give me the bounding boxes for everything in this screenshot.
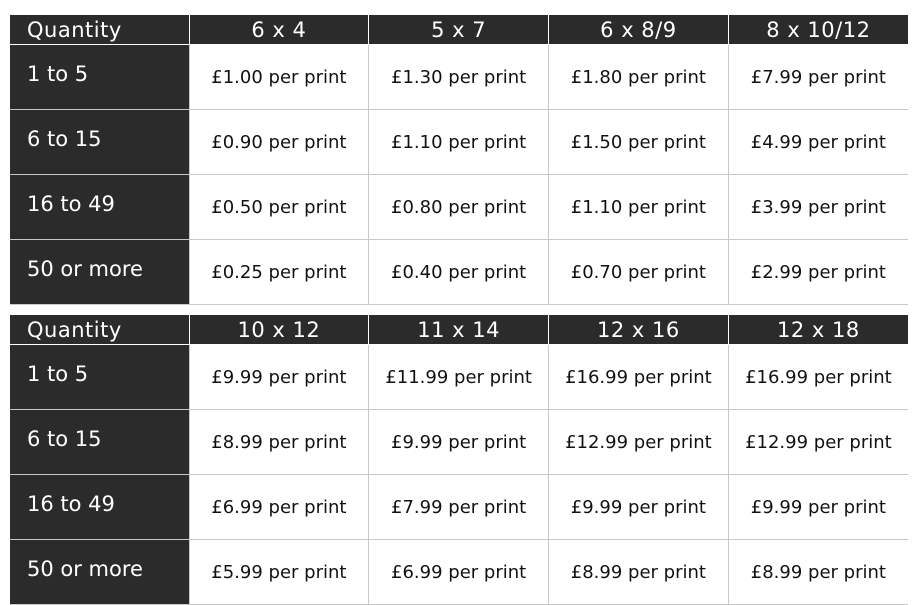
price-cell: £3.99 per print (728, 175, 908, 240)
price-cell: £0.40 per print (369, 240, 549, 305)
price-cell: £7.99 per print (728, 45, 908, 110)
price-cell: £7.99 per print (369, 475, 549, 540)
price-cell: £0.70 per print (549, 240, 729, 305)
table-header-row (10, 315, 908, 345)
table-row (10, 110, 908, 175)
quantity-cell: 16 to 49 (10, 475, 189, 540)
price-cell: £1.00 per print (189, 45, 369, 110)
price-cell: £11.99 per print (369, 345, 549, 410)
price-cell: £1.30 per print (369, 45, 549, 110)
quantity-cell: 6 to 15 (10, 410, 189, 475)
price-cell: £6.99 per print (369, 540, 549, 605)
price-cell: £16.99 per print (549, 345, 729, 410)
table-row (10, 345, 908, 410)
price-cell: £8.99 per print (728, 540, 908, 605)
price-cell: £9.99 per print (549, 475, 729, 540)
price-cell: £0.90 per print (189, 110, 369, 175)
size-column-header: 6 x 8/9 (549, 15, 729, 45)
quantity-cell: 50 or more (10, 540, 189, 605)
size-column-header: 11 x 14 (369, 315, 549, 345)
price-cell: £1.10 per print (549, 175, 729, 240)
size-column-header: 10 x 12 (189, 315, 369, 345)
price-cell: £0.80 per print (369, 175, 549, 240)
table-row (10, 240, 908, 305)
price-cell: £9.99 per print (728, 475, 908, 540)
quantity-cell: 16 to 49 (10, 175, 189, 240)
table-row (10, 475, 908, 540)
price-cell: £9.99 per print (189, 345, 369, 410)
table-row (10, 175, 908, 240)
price-table-standard-sizes (10, 15, 908, 305)
quantity-column-header: Quantity (10, 315, 189, 345)
price-cell: £2.99 per print (728, 240, 908, 305)
table-row (10, 45, 908, 110)
quantity-cell: 1 to 5 (10, 345, 189, 410)
price-cell: £12.99 per print (728, 410, 908, 475)
quantity-cell: 50 or more (10, 240, 189, 305)
price-cell: £9.99 per print (369, 410, 549, 475)
table-row (10, 410, 908, 475)
size-column-header: 12 x 16 (549, 315, 729, 345)
price-cell: £6.99 per print (189, 475, 369, 540)
table-header-row (10, 15, 908, 45)
table-row (10, 540, 908, 605)
price-cell: £5.99 per print (189, 540, 369, 605)
size-column-header: 12 x 18 (728, 315, 908, 345)
price-cell: £4.99 per print (728, 110, 908, 175)
size-column-header: 6 x 4 (189, 15, 369, 45)
price-cell: £8.99 per print (549, 540, 729, 605)
price-cell: £12.99 per print (549, 410, 729, 475)
quantity-column-header: Quantity (10, 15, 189, 45)
price-cell: £0.25 per print (189, 240, 369, 305)
price-cell: £1.80 per print (549, 45, 729, 110)
price-cell: £8.99 per print (189, 410, 369, 475)
price-cell: £1.50 per print (549, 110, 729, 175)
size-column-header: 5 x 7 (369, 15, 549, 45)
price-table-large-sizes (10, 315, 908, 605)
price-cell: £1.10 per print (369, 110, 549, 175)
quantity-cell: 6 to 15 (10, 110, 189, 175)
size-column-header: 8 x 10/12 (728, 15, 908, 45)
quantity-cell: 1 to 5 (10, 45, 189, 110)
price-cell: £0.50 per print (189, 175, 369, 240)
price-cell: £16.99 per print (728, 345, 908, 410)
